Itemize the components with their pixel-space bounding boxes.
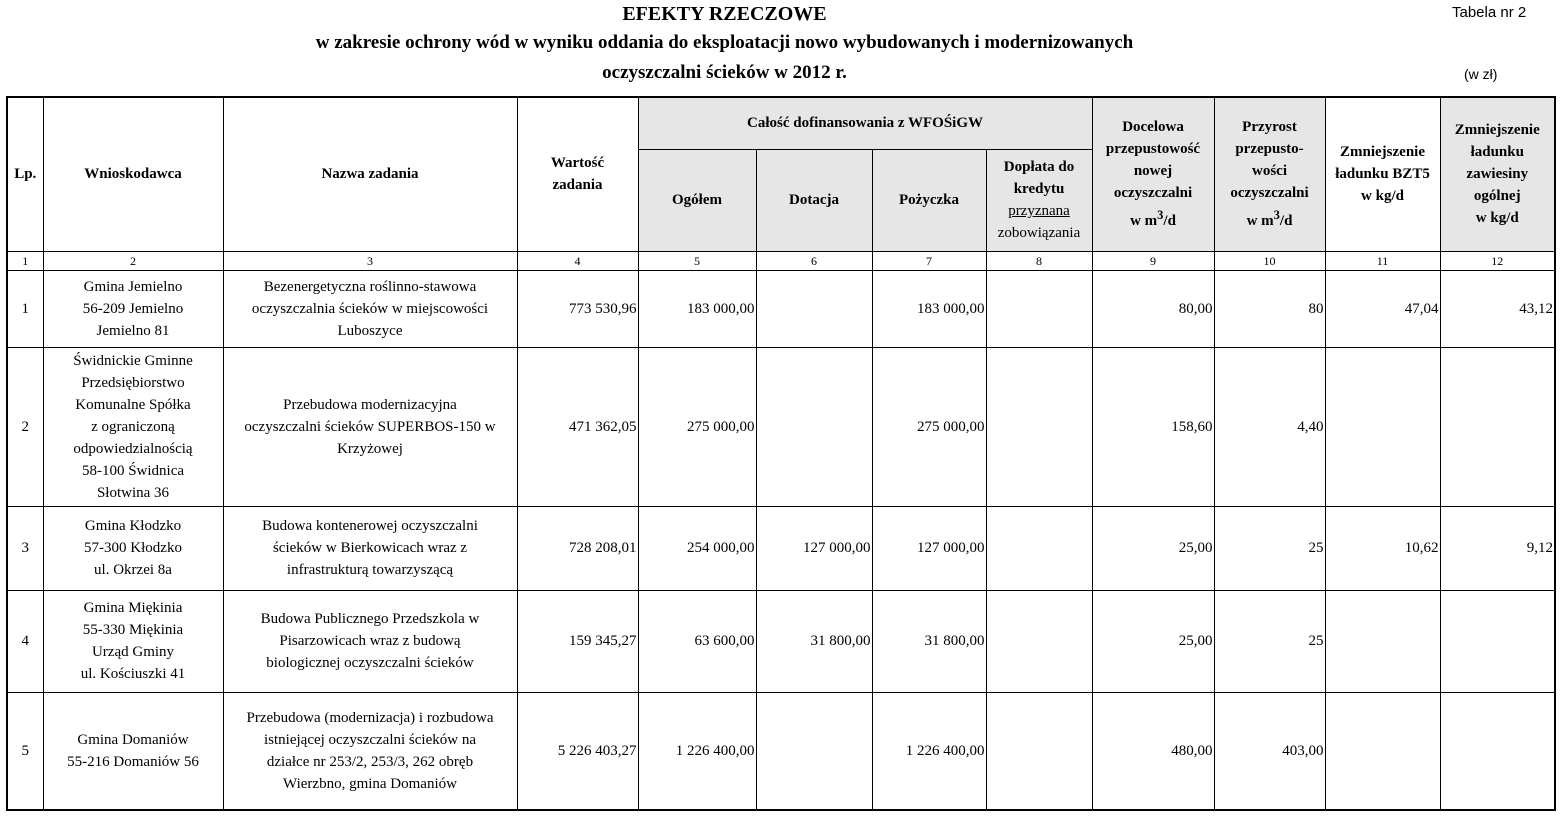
header-bzt-line: w kg/d — [1361, 188, 1404, 205]
header-doplata-line: zobowiązania — [997, 225, 1081, 241]
header-wartosc-zadania — [517, 97, 638, 251]
cell-bzt5: 10,62 — [1325, 506, 1440, 590]
cell-line: Komunalne Spółka — [75, 396, 191, 413]
cell-line: Świdnickie Gminne — [73, 352, 193, 369]
currency-unit-label: (w zł) — [1464, 66, 1498, 82]
header-doplata-line: Dopłata do — [1003, 159, 1075, 175]
cell-nazwa-zadania — [223, 347, 517, 506]
column-number: 11 — [1325, 251, 1440, 270]
cell-line: 57-300 Kłodzko — [84, 540, 182, 556]
cell-pozyczka: 127 000,00 — [872, 506, 986, 590]
header-zaw-line: ładunku — [1470, 144, 1524, 161]
cell-line: oczyszczalnia ścieków w miejscowości — [251, 300, 489, 317]
header-lp: Lp. — [7, 97, 43, 251]
cell-docelowa: 25,00 — [1092, 506, 1214, 590]
cell-przyrost: 25 — [1214, 590, 1325, 692]
column-number: 12 — [1440, 251, 1555, 270]
cell-zawiesiny — [1440, 347, 1555, 506]
header-docelowa-line: oczyszczalni — [1113, 185, 1193, 202]
header-docelowa-line: Docelowa — [1122, 119, 1184, 136]
column-number: 2 — [43, 251, 223, 270]
cell-pozyczka: 1 226 400,00 — [872, 692, 986, 810]
header-zaw-line: zawiesiny — [1466, 166, 1529, 183]
cell-ogolem: 63 600,00 — [638, 590, 756, 692]
cell-wnioskodawca — [43, 590, 223, 692]
header-wartosc-line: Wartość — [550, 155, 605, 172]
cell-line: biologicznej oczyszczalni ścieków — [266, 655, 474, 671]
header-doplata-line: kredytu — [1013, 181, 1065, 197]
unit-text: /d — [1163, 213, 1176, 230]
cell-line: ścieków w Bierkowicach wraz z — [272, 540, 468, 556]
header-zaw-line: ogólnej — [1473, 188, 1521, 205]
cell-line: oczyszczalni ścieków SUPERBOS-150 w — [244, 418, 496, 435]
cell-zawiesiny — [1440, 590, 1555, 692]
cell-line: infrastrukturą towarzyszącą — [286, 562, 454, 578]
header-bzt-line: ładunku BZT5 — [1335, 166, 1430, 183]
cell-ogolem: 183 000,00 — [638, 270, 756, 347]
column-number: 5 — [638, 251, 756, 270]
header-docelowa-line: nowej — [1133, 163, 1173, 180]
page-subtitle-line-2: oczyszczalni ścieków w 2012 r. — [602, 62, 847, 83]
cell-line: ul. Okrzei 8a — [94, 562, 172, 578]
cell-dotacja — [756, 347, 872, 506]
header-zmniejszenie-zawiesiny — [1440, 97, 1555, 251]
cell-bzt5 — [1325, 692, 1440, 810]
cell-line: Krzyżowej — [337, 440, 403, 457]
header-wartosc-line: zadania — [552, 177, 603, 194]
column-number-row — [7, 251, 1555, 270]
unit-superscript: 3 — [1157, 208, 1164, 223]
cell-line: Gmina Domaniów — [77, 731, 189, 748]
effects-table — [6, 96, 1556, 811]
cell-line: z ograniczoną — [91, 418, 175, 435]
column-number: 4 — [517, 251, 638, 270]
header-wnioskodawca: Wnioskodawca — [43, 97, 223, 251]
header-docelowa-line: przepustowość — [1105, 141, 1201, 158]
cell-docelowa: 480,00 — [1092, 692, 1214, 810]
cell-line: 55-330 Miękinia — [82, 622, 184, 638]
cell-lp: 4 — [7, 590, 43, 692]
table-row — [7, 590, 1555, 692]
header-ogolem: Ogółem — [638, 149, 756, 251]
cell-bzt5 — [1325, 347, 1440, 506]
column-number: 8 — [986, 251, 1092, 270]
cell-line: Przedsiębiorstwo — [81, 374, 185, 391]
cell-doplata — [986, 692, 1092, 810]
cell-przyrost: 80 — [1214, 270, 1325, 347]
cell-nazwa-zadania — [223, 270, 517, 347]
cell-doplata — [986, 590, 1092, 692]
cell-wnioskodawca — [43, 506, 223, 590]
cell-ogolem: 1 226 400,00 — [638, 692, 756, 810]
cell-docelowa: 80,00 — [1092, 270, 1214, 347]
cell-doplata — [986, 506, 1092, 590]
cell-line: Budowa Publicznego Przedszkola w — [260, 611, 480, 627]
cell-line: działce nr 253/2, 253/3, 262 obręb — [266, 753, 474, 770]
cell-line: Wierzbno, gmina Domaniów — [283, 775, 457, 792]
cell-docelowa: 25,00 — [1092, 590, 1214, 692]
cell-docelowa: 158,60 — [1092, 347, 1214, 506]
header-przyrost-unit — [1216, 204, 1324, 232]
table-row — [7, 270, 1555, 347]
cell-nazwa-zadania — [223, 692, 517, 810]
page-subtitle-line-1: w zakresie ochrony wód w wyniku oddania do eksploatacji nowo wybudowanych i modernizowanych — [315, 32, 1134, 53]
cell-wartosc: 471 362,05 — [517, 347, 638, 506]
cell-line: 55-216 Domaniów 56 — [67, 753, 199, 770]
cell-nazwa-zadania — [223, 506, 517, 590]
cell-dotacja — [756, 270, 872, 347]
unit-superscript: 3 — [1273, 208, 1280, 223]
cell-wartosc: 728 208,01 — [517, 506, 638, 590]
cell-line: Gmina Miękinia — [83, 600, 183, 616]
cell-wnioskodawca — [43, 692, 223, 810]
cell-lp: 5 — [7, 692, 43, 810]
cell-wnioskodawca — [43, 270, 223, 347]
cell-line: 56-209 Jemielno — [82, 300, 184, 317]
header-bzt-line: Zmniejszenie — [1340, 144, 1425, 161]
cell-dotacja — [756, 692, 872, 810]
header-nazwa-zadania: Nazwa zadania — [223, 97, 517, 251]
cell-line: Jemielno 81 — [96, 322, 170, 339]
header-przyrost-line: oczyszczalni — [1230, 185, 1309, 202]
column-number: 10 — [1214, 251, 1325, 270]
cell-doplata — [986, 347, 1092, 506]
cell-nazwa-zadania — [223, 590, 517, 692]
column-number: 1 — [7, 251, 43, 270]
column-number: 7 — [872, 251, 986, 270]
cell-ogolem: 275 000,00 — [638, 347, 756, 506]
cell-line: ul. Kościuszki 41 — [80, 666, 186, 682]
column-number: 6 — [756, 251, 872, 270]
header-docelowa-unit — [1094, 204, 1213, 232]
cell-lp: 1 — [7, 270, 43, 347]
unit-text: w m — [1246, 213, 1274, 230]
cell-line: Pisarzowicach wraz z budową — [279, 633, 461, 649]
table-row — [7, 347, 1555, 506]
cell-przyrost: 25 — [1214, 506, 1325, 590]
cell-line: Gmina Jemielno — [83, 278, 183, 295]
header-group-dofinansowanie: Całość dofinansowania z WFOŚiGW — [638, 97, 1092, 149]
cell-dotacja: 127 000,00 — [756, 506, 872, 590]
cell-line: Luboszyce — [337, 322, 403, 339]
cell-bzt5 — [1325, 590, 1440, 692]
cell-wartosc: 5 226 403,27 — [517, 692, 638, 810]
header-docelowa-przepustowosc — [1092, 97, 1214, 251]
header-zaw-line: w kg/d — [1475, 210, 1519, 227]
cell-zawiesiny — [1440, 692, 1555, 810]
unit-text: w m — [1130, 213, 1158, 230]
cell-line: Przebudowa (modernizacja) i rozbudowa — [246, 709, 494, 726]
cell-lp: 3 — [7, 506, 43, 590]
cell-pozyczka: 31 800,00 — [872, 590, 986, 692]
page-title: EFEKTY RZECZOWE — [622, 3, 827, 25]
cell-bzt5: 47,04 — [1325, 270, 1440, 347]
cell-line: odpowiedzialnością — [73, 440, 193, 457]
cell-line: Urząd Gminy — [91, 644, 175, 660]
cell-pozyczka: 275 000,00 — [872, 347, 986, 506]
cell-line: istniejącej oczyszczalni ścieków na — [264, 731, 476, 748]
header-zmniejszenie-bzt5 — [1325, 97, 1440, 251]
table-row — [7, 506, 1555, 590]
cell-line: Słotwina 36 — [96, 484, 170, 501]
column-number: 3 — [223, 251, 517, 270]
cell-lp: 2 — [7, 347, 43, 506]
cell-wartosc: 159 345,27 — [517, 590, 638, 692]
cell-przyrost: 403,00 — [1214, 692, 1325, 810]
cell-pozyczka: 183 000,00 — [872, 270, 986, 347]
header-przyrost-przepustowosci — [1214, 97, 1325, 251]
cell-wartosc: 773 530,96 — [517, 270, 638, 347]
cell-przyrost: 4,40 — [1214, 347, 1325, 506]
table-row — [7, 692, 1555, 810]
cell-wnioskodawca — [43, 347, 223, 506]
cell-line: Gmina Kłodzko — [84, 518, 182, 534]
cell-line: Bezenergetyczna roślinno-stawowa — [263, 278, 477, 295]
table-number-label: Tabela nr 2 — [1452, 4, 1527, 21]
cell-zawiesiny: 9,12 — [1440, 506, 1555, 590]
header-pozyczka: Pożyczka — [872, 149, 986, 251]
header-doplata-do-kredytu — [986, 149, 1092, 251]
cell-ogolem: 254 000,00 — [638, 506, 756, 590]
cell-doplata — [986, 270, 1092, 347]
header-przyrost-line: wości — [1252, 163, 1288, 180]
header-dotacja: Dotacja — [756, 149, 872, 251]
cell-line: Budowa kontenerowej oczyszczalni — [262, 518, 478, 534]
header-przyrost-line: przepusto- — [1235, 141, 1304, 158]
cell-line: Przebudowa modernizacyjna — [283, 396, 457, 413]
column-number: 9 — [1092, 251, 1214, 270]
cell-line: 58-100 Świdnica — [81, 462, 185, 479]
unit-text: /d — [1279, 213, 1293, 230]
cell-dotacja: 31 800,00 — [756, 590, 872, 692]
cell-zawiesiny: 43,12 — [1440, 270, 1555, 347]
header-zaw-line: Zmniejszenie — [1454, 122, 1540, 139]
header-przyrost-line: Przyrost — [1242, 119, 1297, 136]
header-doplata-line: przyznana — [1008, 203, 1070, 219]
